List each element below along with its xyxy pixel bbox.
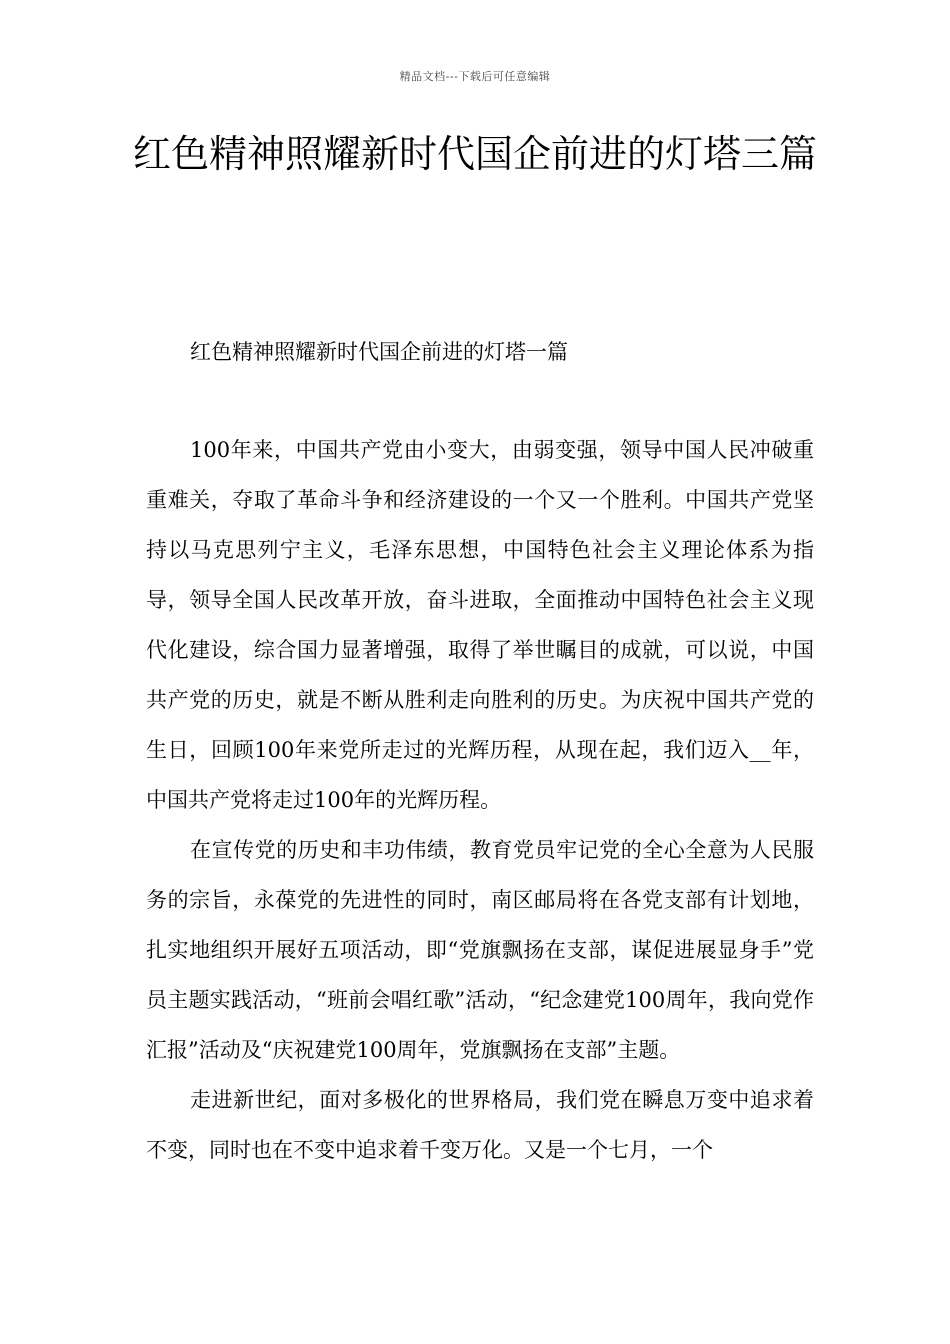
paragraph: 100年来，中国共产党由小变大，由弱变强，领导中国人民冲破重重难关，夺取了革命斗争和经济建设的一个又一个胜利。中国共产党坚持以马克思列宁主义，毛泽东思想，中国特色社会主义理论体系为指导，领导全国人民改革开放，奋斗进取，全面推动中国特色社会主义现代化建设，综合国力显著增强，取得了举世瞩目的成就，可以说，中国共产党的历史，就是不断从胜利走向胜利的历史。为庆祝中国共产党的生日，回顾100年来党所走过的光辉历程，从现在起，我们迈入__年，中国共产党将走过100年的光辉历程。 xyxy=(146,438,814,812)
body-text xyxy=(146,425,814,1175)
section-heading: 红色精神照耀新时代国企前进的灯塔一篇 xyxy=(190,340,568,364)
header-note: 精品文档---下载后可任意编辑 xyxy=(399,70,551,83)
paragraph: 在宣传党的历史和丰功伟绩，教育党员牢记党的全心全意为人民服务的宗旨，永葆党的先进性的同时，南区邮局将在各党支部有计划地，扎实地组织开展好五项活动，即“党旗飘扬在支部，谋促进展显身手”党员主题实践活动，“班前会唱红歌”活动，“纪念建党100周年，我向党作汇报”活动及“庆祝建党100周年，党旗飘扬在支部”主题。 xyxy=(146,838,814,1062)
paragraph: 走进新世纪，面对多极化的世界格局，我们党在瞬息万变中追求着不变，同时也在不变中追求着千变万化。又是一个七月，一个 xyxy=(146,1088,814,1162)
document-title: 红色精神照耀新时代国企前进的灯塔三篇 xyxy=(132,132,817,176)
